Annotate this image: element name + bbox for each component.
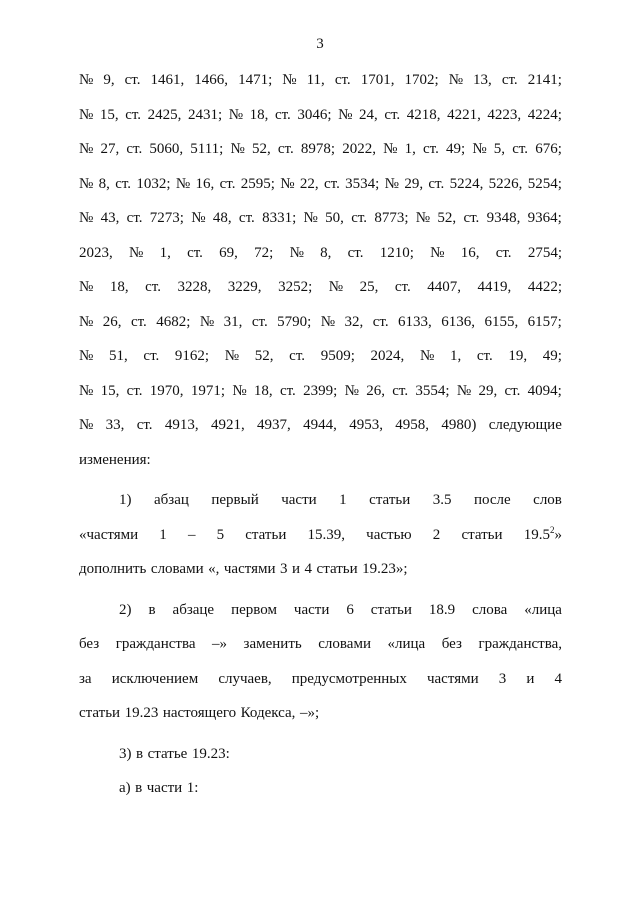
text-line [79,63,562,98]
text-token: 8, [98,175,110,192]
text-token: 3229, [227,279,262,295]
text-token: ст. [238,210,255,226]
text-token: № [448,72,464,88]
text-token: 2425, [147,106,182,123]
text-token: 4937, [257,417,291,433]
text-token: 31, [223,313,243,330]
text-token: статьи [369,492,411,508]
text-token: 1210; [379,244,414,261]
text-token: № [344,382,359,399]
text-token: частью [366,526,412,543]
text-token: 19, [508,348,528,364]
text-token: ст. [143,348,160,364]
text-token: статьи [461,526,503,543]
text-token: 24, [359,106,378,123]
text-token: 8, [320,244,332,261]
text-token: 676; [535,141,562,157]
text-token: 4980) [441,417,477,433]
text-token: № [129,244,144,261]
text-token: ст. [476,348,493,364]
text-token: ст. [512,141,529,157]
text-token: № [199,313,215,330]
text-token: 6157; [527,313,562,330]
text-token: 1471; [238,72,273,88]
text-token: 8773; [374,210,409,226]
text-token: 4407, [427,279,462,295]
text-token: 1, [404,141,416,157]
text-token: ст. [428,175,445,192]
text-token: ст. [279,382,296,399]
text-token: 27, [100,141,120,157]
text-line [79,593,562,628]
text-token: № [384,175,399,192]
text-token: № [79,417,94,433]
text-token: 1032; [136,175,171,192]
text-token: № [419,348,435,364]
text-token: 2) [119,601,132,618]
text-token: 5111; [190,141,224,157]
text-token: статьи [370,601,412,618]
text-token: 32, [344,313,364,330]
text-line [79,270,562,305]
text-token: в [135,780,143,796]
text-token: следующие [488,417,562,433]
text-token: ст. [394,279,411,295]
text-token: в [136,745,144,762]
text-token: № [79,313,94,330]
text-line [79,98,562,133]
text-line [79,236,562,271]
text-token: № [228,106,244,123]
text-line [79,443,562,478]
text-line [79,339,562,374]
text-token: ст. [501,72,518,88]
text-token: 4953, [349,417,383,433]
text-token: № [230,141,245,157]
text-token: 2 [432,526,441,543]
text-token: 3) [119,745,132,762]
text-token: ст. [324,175,340,192]
text-token: в [148,601,156,618]
text-token: 69, [219,244,238,261]
text-token: статьи [316,561,358,577]
text-line [79,305,562,340]
text-token: 26, [102,313,122,330]
text-token: № [191,210,206,226]
text-token: 2754; [527,244,562,261]
text-token: ст. [463,210,480,226]
text-token: 6155, [484,313,519,330]
text-token: без [79,636,100,652]
text-token: 1702; [404,72,439,88]
text-token: абзаце [172,601,215,618]
text-token: 1) [119,492,132,508]
text-token: 2595; [240,175,275,192]
text-token: 19.23»; [362,561,408,577]
text-token: 4218, [406,106,441,123]
text-token: ст. [504,382,521,399]
text-token: 9348, [486,210,521,226]
text-token: случаев, [218,670,272,687]
text-token: и [526,670,535,687]
text-token: 5 [216,526,225,543]
text-token: 49; [445,141,466,157]
text-token: ст. [351,210,368,226]
text-line [79,737,562,772]
text-token: частями [426,670,479,687]
text-line [79,662,562,697]
text-line [79,374,562,409]
text-token: ст. [125,106,142,123]
text-token: 8978; [300,141,336,157]
text-token: № [280,175,295,192]
text-token: слов [533,492,562,508]
text-line [79,201,562,236]
text-token: 3252; [278,279,313,295]
text-token: гражданства, [478,636,562,652]
text-token: 6136, [441,313,475,330]
text-token: 11, [306,72,325,88]
text-token: 16, [460,244,480,261]
text-line [79,552,562,587]
text-token: 2431; [187,106,223,123]
text-token: ст. [495,244,512,261]
text-token: 5224, [449,175,484,192]
text-token [524,518,562,553]
text-token: частями [223,561,276,577]
text-token-base: 19.5 [523,526,550,543]
text-token: 1466, [194,72,229,88]
text-token: 3228, [177,279,212,295]
text-token: 48, [212,210,232,226]
text-token: 2024, [370,348,405,364]
text-line [79,518,562,553]
text-token: 3 [280,561,288,577]
text-token: 19.23 [124,705,159,721]
text-token: гражданства [115,636,196,652]
text-token: ст. [130,313,147,330]
text-token: 52, [254,348,274,364]
text-token: 4958, [395,417,430,433]
text-token: 3046; [297,106,332,123]
text-token: «частями [79,526,139,543]
text-token: без [441,636,462,652]
text-token: 5254; [527,175,562,192]
text-token: 1 [339,492,347,508]
text-token: № [338,106,353,123]
text-token: – [187,526,196,543]
text-token: 7273; [149,210,184,226]
text-token: 33, [105,417,125,433]
text-token: части [281,492,317,508]
text-token: 4913, [164,417,199,433]
text-token: 18, [249,106,269,123]
text-token: 2141; [527,72,562,88]
text-token: за [79,670,92,687]
text-token: 4682; [156,313,191,330]
text-token: 4 [304,561,313,577]
text-token: 1701, [360,72,395,88]
text-token: первый [211,492,259,508]
text-token-tail: » [554,526,562,543]
text-token: и [292,561,301,577]
text-token: части [146,780,183,796]
text-token: № [79,382,94,399]
text-token: 9509; [320,348,355,364]
text-token: 50, [325,210,344,226]
text-token: 1970, [149,382,184,399]
text-token: 5, [493,141,506,157]
text-token: № [289,244,304,261]
text-line [79,167,562,202]
text-token: исключением [111,670,199,687]
text-token: словами [318,636,371,652]
text-token: № [79,348,94,364]
text-token: 19.23: [191,745,230,762]
text-token: № [79,210,94,226]
text-token: настоящего [162,705,237,721]
text-token: 3.5 [432,492,452,508]
text-token: № [79,106,94,123]
text-token: 43, [100,210,120,226]
text-token: «, [208,561,220,577]
text-token: 5790; [277,313,312,330]
text-token: 18.9 [428,601,456,618]
text-token: 4944, [303,417,337,433]
text-token: № [175,175,191,192]
text-token: 2023, [79,244,113,261]
text-line [79,408,562,443]
text-token: № [224,348,240,364]
text-line [79,771,562,806]
text-token: 18, [109,279,129,295]
text-token: –»; [299,705,320,721]
text-token: слова [472,601,508,618]
text-token: ст. [126,141,143,157]
text-token: 15.39, [307,526,346,543]
text-token: 15, [100,382,120,399]
text-token: Кодекса, [240,705,296,721]
text-token: ст. [187,244,203,261]
text-token: 1, [449,348,462,364]
text-token: 13, [473,72,492,88]
text-token: ст. [126,382,143,399]
text-token: статьи [79,705,121,721]
text-token: 9, [103,72,115,88]
text-token: «лица [387,636,426,652]
text-token: 1971; [190,382,226,399]
text-token: статье [147,745,188,762]
text-token: ст. [392,382,409,399]
text-token: № [79,72,94,88]
text-token: № [79,279,94,295]
text-token: 52, [251,141,271,157]
text-token: 3554; [415,382,450,399]
text-token: ст. [136,417,153,433]
text-token: № [383,141,398,157]
text-token: ст. [251,313,268,330]
text-token: заменить [243,636,302,652]
text-token: 26, [366,382,385,399]
text-token: 16, [195,175,215,192]
text-token: № [328,279,344,295]
text-token: предусмотренных [291,670,407,687]
text-token: 22, [299,175,319,192]
text-token: № [472,141,487,157]
text-token: ст. [384,106,401,123]
text-token: 49; [542,348,562,364]
text-token: 9162; [174,348,210,364]
text-token: 2022, [342,141,376,157]
text-token: № [320,313,336,330]
text-token: 1 [159,526,167,543]
text-token: 4419, [477,279,512,295]
text-token: № [79,141,94,157]
text-token: 18, [253,382,273,399]
superscript: 2 [549,524,555,535]
text-token: абзац [153,492,189,508]
text-token: 3 [498,670,507,687]
text-token: ст. [372,313,389,330]
text-token: 5226, [488,175,523,192]
text-token: ст. [274,106,291,123]
text-token: ст. [422,141,439,157]
text-token: ст. [347,244,364,261]
text-line [79,696,562,731]
text-line [79,132,562,167]
text-token: ст. [277,141,294,157]
text-token: словами [150,561,204,577]
text-token: 4223, [487,106,522,123]
text-token: 72; [254,244,274,261]
text-token: № [456,382,472,399]
text-token: 25, [359,279,379,295]
text-token: 29, [404,175,424,192]
text-token: 8331; [262,210,297,226]
text-token: ст. [126,210,143,226]
text-token: № [430,244,445,261]
text-token: 4224; [527,106,562,123]
text-token: № [303,210,318,226]
text-token: части [293,601,330,618]
text-token: 6 [346,601,354,618]
text-token: 29, [478,382,498,399]
text-token: статьи [245,526,287,543]
text-token: 2399; [303,382,338,399]
text-token: 4221, [447,106,481,123]
text-token: –» [212,636,228,652]
text-token: 51, [108,348,128,364]
text-token: ст. [334,72,351,88]
page-number: 3 [316,36,324,52]
text-token: 15, [99,106,119,123]
text-line [79,483,562,518]
document-body [79,63,562,806]
text-token: дополнить [79,561,147,577]
text-token: изменения: [79,451,151,468]
text-token: ст. [145,279,161,295]
text-token: 4094; [527,382,562,399]
text-line [79,627,562,662]
text-token: № [79,175,94,192]
text-token: ст. [219,175,236,192]
text-token: 1461, [150,72,185,88]
text-token: после [473,492,511,508]
text-token: 4 [554,670,562,687]
text-token: 6133, [398,313,432,330]
text-token: № [232,382,247,399]
text-token: 4422; [527,279,562,295]
text-token: ст. [124,72,141,88]
text-token: первом [231,601,277,618]
text-token: а) [119,780,131,796]
text-token: 4921, [210,417,245,433]
text-token: № [282,72,297,88]
text-token: 9364; [527,210,562,226]
text-token: ст. [289,348,306,364]
text-token: № [415,210,431,226]
text-token: 1, [159,244,171,261]
text-token: «лица [524,601,562,618]
text-token: 1: [186,780,199,796]
text-token: 52, [437,210,457,226]
text-token: 3534; [345,175,380,192]
text-token: 5060, [149,141,184,157]
text-token: ст. [115,175,132,192]
